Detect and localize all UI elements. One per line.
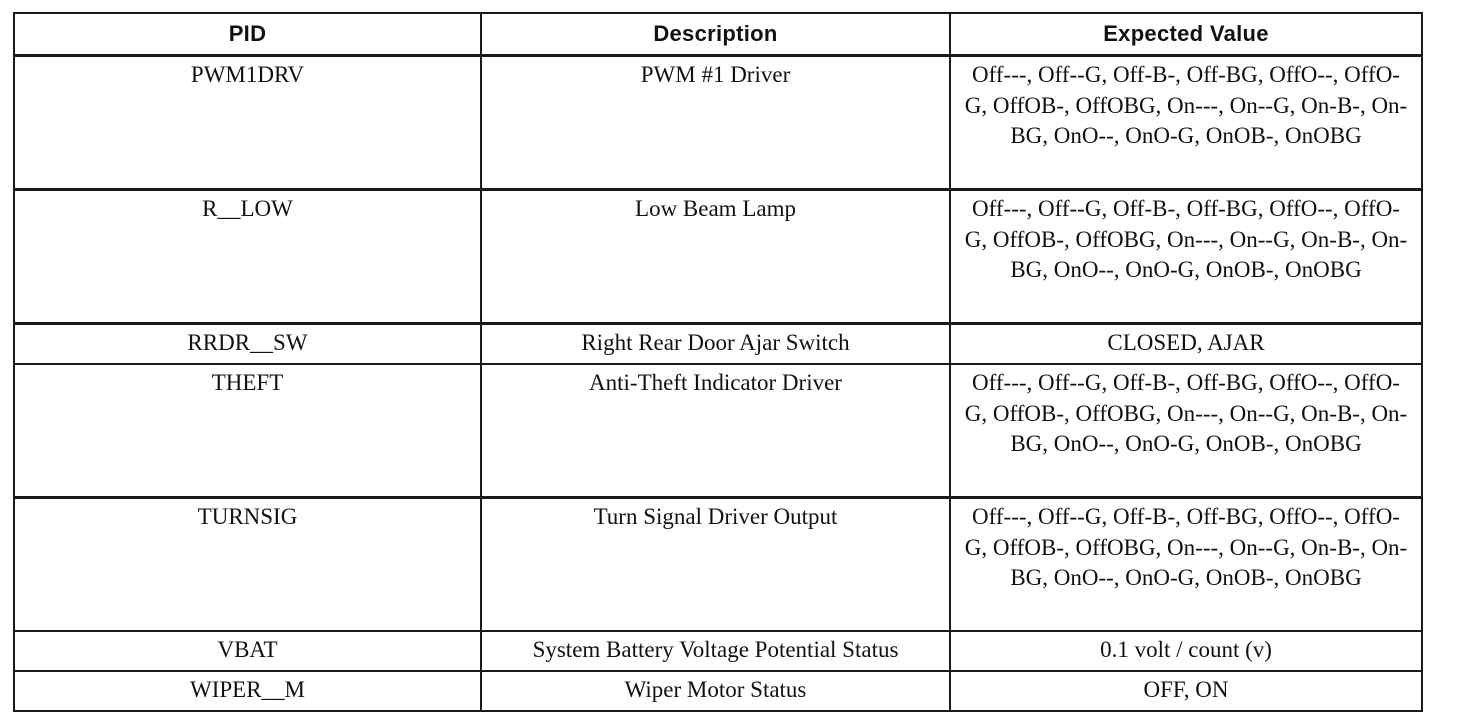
pid-cell: THEFT bbox=[14, 364, 481, 498]
header-expected-value: Expected Value bbox=[950, 13, 1422, 56]
description-cell: Low Beam Lamp bbox=[481, 190, 950, 324]
pid-cell: VBAT bbox=[14, 631, 481, 671]
pid-cell: PWM1DRV bbox=[14, 56, 481, 190]
expected-value-cell: Off---, Off--G, Off-B-, Off-BG, OffO--, OffO-G, OffOB-, OffOBG, On---, On--G, On-B-, On-BG, OnO--, OnO-G, OnOB-, OnOBG bbox=[950, 190, 1422, 324]
description-cell: Right Rear Door Ajar Switch bbox=[481, 324, 950, 365]
header-pid: PID bbox=[14, 13, 481, 56]
expected-value-cell: CLOSED, AJAR bbox=[950, 324, 1422, 365]
table-row bbox=[14, 324, 1422, 365]
pid-cell: TURNSIG bbox=[14, 498, 481, 632]
header-description: Description bbox=[481, 13, 950, 56]
expected-value-cell: OFF, ON bbox=[950, 671, 1422, 711]
table-row bbox=[14, 671, 1422, 711]
expected-value-cell: Off---, Off--G, Off-B-, Off-BG, OffO--, OffO-G, OffOB-, OffOBG, On---, On--G, On-B-, On-BG, OnO--, OnO-G, OnOB-, OnOBG bbox=[950, 56, 1422, 190]
table-row bbox=[14, 364, 1422, 498]
description-cell: Wiper Motor Status bbox=[481, 671, 950, 711]
description-cell: Turn Signal Driver Output bbox=[481, 498, 950, 632]
expected-value-cell: 0.1 volt / count (v) bbox=[950, 631, 1422, 671]
table-row bbox=[14, 190, 1422, 324]
expected-value-cell: Off---, Off--G, Off-B-, Off-BG, OffO--, OffO-G, OffOB-, OffOBG, On---, On--G, On-B-, On-BG, OnO--, OnO-G, OnOB-, OnOBG bbox=[950, 364, 1422, 498]
description-cell: PWM #1 Driver bbox=[481, 56, 950, 190]
pid-cell: WIPER__M bbox=[14, 671, 481, 711]
header-row bbox=[14, 13, 1422, 56]
table-row bbox=[14, 631, 1422, 671]
expected-value-cell: Off---, Off--G, Off-B-, Off-BG, OffO--, OffO-G, OffOB-, OffOBG, On---, On--G, On-B-, On-BG, OnO--, OnO-G, OnOB-, OnOBG bbox=[950, 498, 1422, 632]
description-cell: Anti-Theft Indicator Driver bbox=[481, 364, 950, 498]
description-cell: System Battery Voltage Potential Status bbox=[481, 631, 950, 671]
pid-table bbox=[13, 12, 1423, 712]
table-row bbox=[14, 56, 1422, 190]
pid-cell: R__LOW bbox=[14, 190, 481, 324]
table-row bbox=[14, 498, 1422, 632]
pid-cell: RRDR__SW bbox=[14, 324, 481, 365]
